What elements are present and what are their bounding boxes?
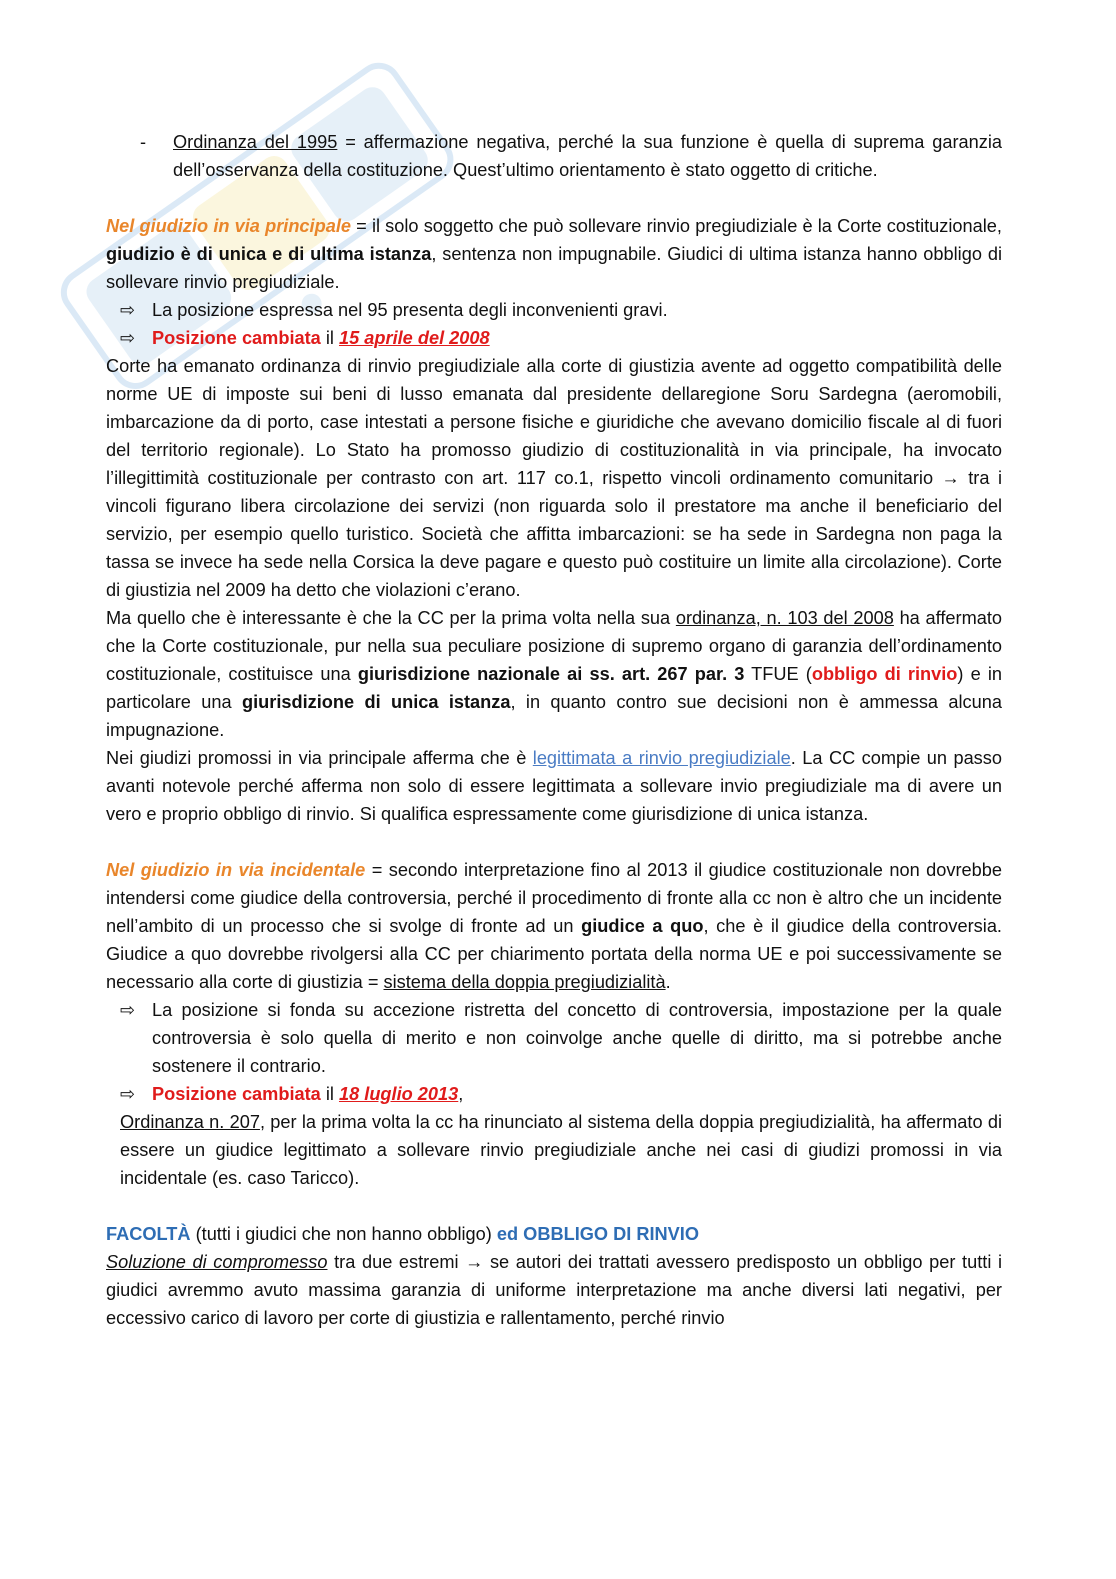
- arrow-item-posizione-2013: [106, 1080, 1002, 1108]
- facolta-heading: [106, 1220, 1002, 1248]
- ma-text-5: , in quanto contro sue decisioni non è ammessa alcuna impugnazione.: [106, 692, 1002, 740]
- principale-bold: giudizio è di unica e di ultima istanza: [106, 244, 432, 264]
- obbligo-rinvio-label: obbligo di rinvio: [811, 664, 958, 684]
- facolta-label: FACOLTÀ: [106, 1224, 191, 1244]
- legittimata-link[interactable]: legittimata a rinvio pregiudiziale: [532, 748, 791, 768]
- il-text: il: [320, 1084, 339, 1104]
- ma-text-3: TFUE (: [744, 664, 812, 684]
- facolta-mid-text: (tutti i giudici che non hanno obbligo): [190, 1224, 497, 1244]
- soluzione-label: Soluzione di compromesso: [106, 1252, 328, 1272]
- doppia-pregiudizialita-link: sistema della doppia pregiudizialità: [383, 972, 666, 992]
- obbligo-label: ed OBBLIGO DI RINVIO: [496, 1224, 699, 1244]
- ordinanza-207-text: , per la prima volta la cc ha rinunciato al sistema della doppia pregiudizialità, ha affermato di essere un giudice legittimato a sollevare rinvio pregiudiziale anche nei casi di giudizi promossi in via incidentale (es. caso Taricco).: [120, 1112, 1002, 1188]
- ordinanza-103-link: ordinanza, n. 103 del 2008: [675, 608, 894, 628]
- ordinanza-207-link: Ordinanza n. 207: [120, 1112, 260, 1132]
- soluzione-paragraph: [106, 1248, 1002, 1332]
- dash-bullet: -: [140, 132, 147, 152]
- incidentale-text-1: = secondo interpretazione fino al 2013 il giudice costituzionale non dovrebbe intendersi come giudice della controversia, perché il procedimento di fronte alla cc non è altro che un incidente nell’ambito di un processo che si svolge di fronte ad un: [106, 860, 1002, 936]
- principale-paragraph: [106, 212, 1002, 296]
- ordinanza-1995-link: Ordinanza del 1995: [173, 132, 338, 152]
- ma-text-4: ) e in particolare una: [106, 664, 1002, 712]
- ma-text-1: Ma quello che è interessante è che la CC per la prima volta nella sua: [106, 608, 676, 628]
- nei-text-1: Nei giudizi promossi in via principale afferma che è: [106, 748, 533, 768]
- ma-bold-2: giurisdizione di unica istanza: [241, 692, 511, 712]
- corte-paragraph: Corte ha emanato ordinanza di rinvio pregiudiziale alla corte di giustizia avente ad oggetto compatibilità delle norme UE di imposte sui beni di lusso emanata dal presidente dellaregione Soru Sardegna (aeromobili, imbarcazione da di porto, case intestati a persone fisiche e giuridiche che avevano domicilio fiscale al di fuori del territorio regionale). Lo Stato ha promosso giudizio di costituzionalità in via principale, ha invocato l’illegittimità costituzionale per contrasto con art. 117 co.1, rispetto vincoli ordinamento comunitario → tra i vincoli figurano libera circolazione dei servizi (non riguarda solo il prestatore ma anche il beneficiario del servizio, per esempio quello turistico. Società che affitta imbarcazioni: se ha sede in Sardegna non paga la tassa se invece ha sede nella Corsica la deve pagare e questo può costituire un limite alla circolazione). Corte di giustizia nel 2009 ha detto che violazioni c’erano.: [106, 356, 1002, 600]
- nei-text-2: . La CC compie un passo avanti notevole perché afferma non solo di essere legittimata a sollevare invio pregiudiziale ma di avere un vero e proprio obbligo di rinvio. Si qualifica espressamente come giurisdizione di unica istanza.: [106, 748, 1002, 824]
- list-item-ordinanza-1995: [106, 128, 1002, 184]
- posizione-cambiata-label: Posizione cambiata: [152, 1084, 321, 1104]
- principale-text-1: = il solo soggetto che può sollevare rinvio pregiudiziale è la Corte costituzionale,: [351, 216, 1002, 236]
- soluzione-text: tra due estremi → se autori dei trattati avessero predisposto un obbligo per tutti i giudici avremmo avuto massima garanzia di uniforme interpretazione ma anche diversi lati negativi, per eccessivo carico di lavoro per corte di giustizia e rallentamento, perché rinvio: [106, 1252, 1003, 1328]
- arrow-item-text: La posizione si fonda su accezione ristretta del concetto di controversia, impostazione per la quale controversia è solo quella di merito e non coinvolge anche quelle di diritto, ma si potrebbe anche sostenere il contrario.: [152, 1000, 1002, 1076]
- arrow-item-text: La posizione espressa nel 95 presenta degli inconvenienti gravi.: [152, 300, 668, 320]
- date-2008: 15 aprile del 2008: [338, 328, 490, 348]
- ma-paragraph: [106, 604, 1002, 744]
- nei-paragraph: [106, 744, 1002, 828]
- arrow-icon: ⇨: [120, 1084, 136, 1104]
- ordinanza-1995-text: = affermazione negativa, perché la sua funzione è quella di suprema garanzia dell’osservanza della costituzione. Quest’ultimo orientamento è stato oggetto di critiche.: [173, 132, 1003, 180]
- arrow-item-posizione-2008: [106, 324, 1002, 352]
- arrow-item-inconvenienti: [106, 296, 1002, 324]
- arrow-icon: ⇨: [120, 328, 136, 348]
- arrow-icon: ⇨: [120, 1000, 136, 1020]
- arrow-item-accezione: [106, 996, 1002, 1080]
- comma: ,: [458, 1084, 464, 1104]
- principale-text-2: , sentenza non impugnabile. Giudici di ultima istanza hanno obbligo di sollevare rinvio pregiudiziale.: [106, 244, 1002, 292]
- heading-principale: Nel giudizio in via principale: [106, 216, 351, 236]
- arrow-icon: ⇨: [120, 300, 136, 320]
- heading-incidentale: Nel giudizio in via incidentale: [106, 860, 366, 880]
- incidentale-bold: giudice a quo: [581, 916, 704, 936]
- ma-text-2: ha affermato che la Corte costituzionale, pur nella sua peculiare posizione di supremo organo di garanzia dell’ordinamento costituzionale, costituisce una: [106, 608, 1002, 684]
- incidentale-text-2: , che è il giudice della controversia. Giudice a quo dovrebbe rivolgersi alla CC per chiarimento portata della norma UE e poi successivamente se necessario alla corte di giustizia =: [106, 916, 1002, 992]
- ordinanza-207-paragraph: [106, 1108, 1002, 1192]
- date-2013: 18 luglio 2013: [338, 1084, 459, 1104]
- il-text: il: [320, 328, 339, 348]
- posizione-cambiata-label: Posizione cambiata: [152, 328, 321, 348]
- ma-bold-1: giurisdizione nazionale ai ss. art. 267 par. 3: [357, 664, 745, 684]
- incidentale-text-3: .: [665, 972, 671, 992]
- incidentale-paragraph: [106, 856, 1002, 996]
